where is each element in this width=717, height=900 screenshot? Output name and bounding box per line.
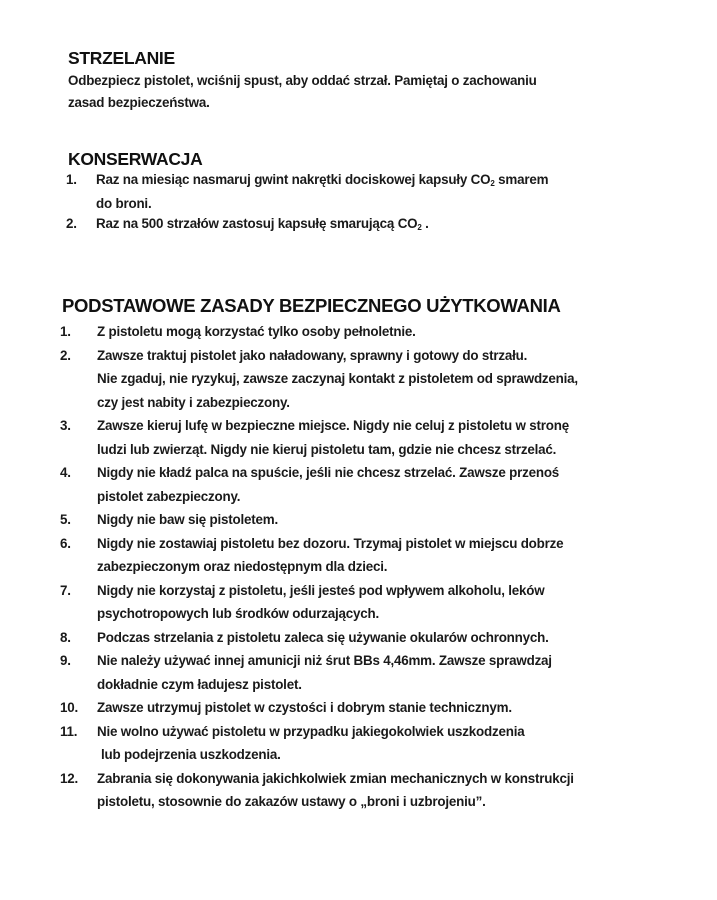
- maintenance-item: [68, 214, 566, 238]
- item-number: 7.: [60, 582, 71, 598]
- safety-rule-item: [62, 649, 578, 696]
- item-line: czy jest nabity i zabezpieczony.: [97, 394, 290, 410]
- item-line: Nigdy nie baw się pistoletem.: [97, 512, 278, 527]
- item-number: 2.: [66, 216, 77, 231]
- maintenance-item: [68, 170, 566, 214]
- item-line: psychotropowych lub środków odurzających.: [97, 606, 379, 621]
- item-text: [68, 214, 566, 238]
- item-number: 6.: [60, 535, 71, 551]
- item-number: 4.: [60, 465, 71, 480]
- section-safety-rules: [62, 295, 578, 814]
- item-number: 1.: [66, 172, 77, 187]
- subscript: 2: [417, 223, 422, 232]
- item-line: Zawsze traktuj pistolet jako naładowany, sprawny i gotowy do strzału.: [97, 347, 528, 363]
- item-line: Zawsze utrzymuj pistolet w czystości i dobrym stanie technicznym.: [97, 700, 512, 715]
- section-title-maintenance: KONSERWACJA: [68, 149, 203, 169]
- item-number: 2.: [60, 347, 71, 363]
- item-number: 1.: [60, 324, 71, 339]
- item-line: zabezpieczonym oraz niedostępnym dla dzieci.: [97, 559, 388, 574]
- safety-rules-list: [62, 320, 578, 814]
- item-line: Nie należy używać innej amunicji niż śrut BBs 4,46mm. Zawsze sprawdzaj: [97, 653, 552, 668]
- item-text-part: Raz na 500 strzałów zastosuj kapsułę smarującą CO: [96, 216, 418, 231]
- safety-rule-item: [62, 508, 578, 532]
- section-title-shooting: STRZELANIE: [68, 48, 175, 68]
- item-number: 10.: [60, 700, 79, 715]
- safety-rule-item: [62, 344, 578, 415]
- item-line: pistolet zabezpieczony.: [97, 488, 241, 504]
- item-line: pistoletu, stosownie do zakazów ustawy o „broni i uzbrojeniu”.: [97, 794, 486, 809]
- item-line: Z pistoletu mogą korzystać tylko osoby pełnoletnie.: [97, 324, 416, 339]
- item-line: Zabrania się dokonywania jakichkolwiek zmian mechanicznych w konstrukcji: [97, 770, 574, 786]
- item-text-part: smarem do broni.: [96, 172, 549, 211]
- safety-rule-item: [62, 767, 578, 814]
- safety-rule-item: [62, 414, 578, 461]
- safety-rule-item: [62, 720, 578, 767]
- item-line: Zawsze kieruj lufę w bezpieczne miejsce. Nigdy nie celuj z pistoletu w stronę: [97, 418, 570, 433]
- item-number: 11.: [60, 723, 78, 739]
- item-line: Nie wolno używać pistoletu w przypadku jakiegokolwiek uszkodzenia: [97, 723, 525, 739]
- shooting-text: Odbezpiecz pistolet, wciśnij spust, aby oddać strzał. Pamiętaj o zachowaniu zasad bezpieczeństwa.: [68, 73, 537, 110]
- item-line: Nigdy nie korzystaj z pistoletu, jeśli jesteś pod wpływem alkoholu, leków: [97, 582, 545, 598]
- item-line: dokładnie czym ładujesz pistolet.: [97, 676, 302, 692]
- item-number: 3.: [60, 418, 71, 433]
- subscript: 2: [490, 179, 495, 188]
- item-number: 12.: [60, 770, 79, 786]
- item-line: Podczas strzelania z pistoletu zaleca się używanie okularów ochronnych.: [97, 629, 549, 645]
- item-text-part: Raz na miesiąc nasmaruj gwint nakrętki dociskowej kapsuły CO: [96, 172, 491, 187]
- item-line: lub podejrzenia uszkodzenia.: [101, 747, 281, 762]
- item-number: 9.: [60, 653, 71, 668]
- item-number: 8.: [60, 629, 71, 645]
- item-line: Nigdy nie kładź palca na spuście, jeśli nie chcesz strzelać. Zawsze przenoś: [97, 465, 560, 480]
- safety-rule-item: [62, 532, 578, 579]
- item-line: Nie zgaduj, nie ryzykuj, zawsze zaczynaj kontakt z pistoletem od sprawdzenia,: [97, 371, 578, 386]
- item-number: 5.: [60, 512, 71, 527]
- maintenance-list: [68, 170, 566, 238]
- section-title-safety: PODSTAWOWE ZASADY BEZPIECZNEGO UŻYTKOWANIA: [62, 295, 561, 316]
- safety-rule-item: [62, 461, 578, 508]
- item-text-part: .: [421, 216, 429, 231]
- section-shooting: [68, 48, 568, 113]
- safety-rule-item: [62, 579, 578, 626]
- item-line: ludzi lub zwierząt. Nigdy nie kieruj pistoletu tam, gdzie nie chcesz strzelać.: [97, 441, 557, 457]
- item-line: Nigdy nie zostawiaj pistoletu bez dozoru. Trzymaj pistolet w miejscu dobrze: [97, 535, 564, 551]
- section-maintenance: [68, 149, 566, 238]
- item-text: [68, 170, 566, 214]
- safety-rule-item: [62, 626, 578, 650]
- safety-rule-item: [62, 696, 578, 720]
- safety-rule-item: [62, 320, 578, 344]
